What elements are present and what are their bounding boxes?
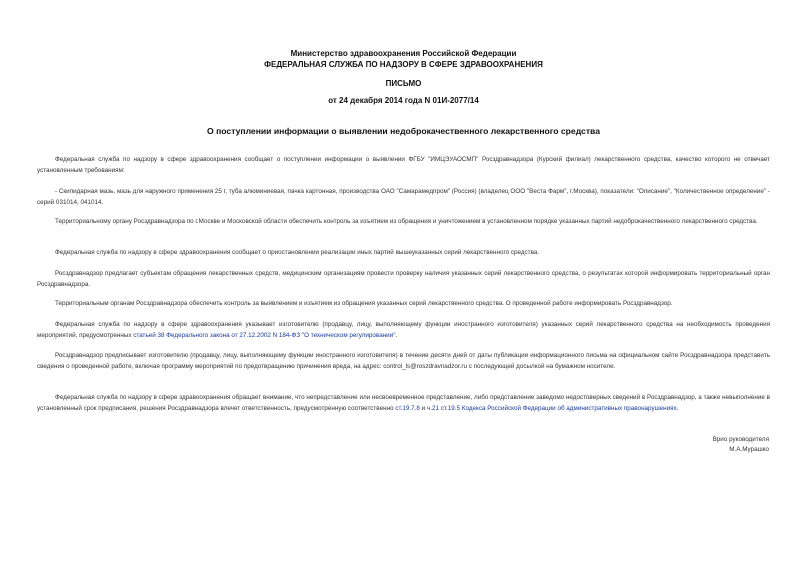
paragraph-4: Федеральная служба по надзору в сфере здравоохранения сообщает о приостановлении реализации иных партий вышеуказанных серий лекарственного средства. <box>55 249 540 256</box>
doc-date: от 24 декабря 2014 года N 01И-2077/14 <box>328 96 479 105</box>
paragraph-1: Федеральная служба по надзору в сфере здравоохранения сообщает о поступлении информации о выявлении ФГБУ "ИМЦЭУАОСМП" Росздравнадзора (Курский филиал) лекарственного средства, качество которого не отвечает установленным требованиям: <box>37 156 770 174</box>
paragraph-9: Федеральная служба по надзору в сфере здравоохранения обращает внимание, что непредставление или несвоевременное представление, либо представление заведомо недостоверных сведений в Росздравнадзор, а также невыполнение в установленный срок предписания, решения Росздравнадзора влечет ответственность, предусмотренную соответственно ст.19.7.8 и ч.21 ст.19.5 Кодекса Российской Федерации об административных правонарушениях. <box>37 394 770 412</box>
article-link-19-7-8[interactable]: ст.19.7.8 <box>395 404 420 412</box>
paragraph-5: Росздравнадзор предлагает субъектам обращения лекарственных средств, медицинским организациям провести проверку наличия указанных серий лекарственного средства, о результатах которой информировать территориальный орган Росздравнадзора. <box>37 270 770 288</box>
paragraph-6: Территориальным органам Росздравнадзора обеспечить контроль за выявлением и изъятием из обращения указанных серий лекарственного средства. О проведенной работе информировать Росздравнадзор. <box>55 300 673 307</box>
law-link[interactable]: статьей 38 Федерального закона от 27.12.2002 N 184-ФЗ "О техническом регулировании" <box>133 331 396 339</box>
paragraph-8: Росздравнадзор предписывает изготовителю (продавцу, лицу, выполняющему функции иностранного изготовителя) в течение десяти дней от даты публикации информационного письма на официальном сайте Росздравнадзора представить сведения о проведенной работе, включая программу мероприятий по предотвращению причинения вреда, на адрес: control_ls@roszdravnadzor.ru с последующей досылкой на бумажном носителе. <box>37 352 770 370</box>
service-heading: ФЕДЕРАЛЬНАЯ СЛУЖБА ПО НАДЗОРУ В СФЕРЕ ЗДРАВООХРАНЕНИЯ <box>264 60 543 69</box>
signature-position: Врио руководителя <box>712 436 769 443</box>
document-title: О поступлении информации о выявлении недоброкачественного лекарственного средства <box>207 126 600 136</box>
ministry-heading: Министерство здравоохранения Российской Федерации <box>290 49 517 58</box>
code-link[interactable]: Кодекса Российской Федерации об административных правонарушениях <box>461 404 677 412</box>
doc-type: ПИСЬМО <box>385 79 422 88</box>
article-link-19-5[interactable]: ч.21 ст.19.5 <box>426 404 461 412</box>
paragraph-2: - Скипидарная мазь, мазь для наружного применения 25 г, туба алюминиевая, пачка картонная, производства ОАО "Самарамедпром" (Россия) (владелец ООО "Веста Фарм", г.Москва), показатели: "Описание", "Количественное определение" - серий 031014, 041014. <box>37 188 770 206</box>
paragraph-3: Территориальному органу Росздравнадзора по г.Москве и Московской области обеспечить контроль за изъятием из обращения и уничтожением в установленном порядке указанных партий недоброкачественного лекарственного средства. <box>55 218 758 225</box>
paragraph-7: Федеральная служба по надзору в сфере здравоохранения указывает изготовителю (продавцу, лицу, выполняющему функции иностранного изготовителя) указанных серий лекарственного средства на необходимость проведения мероприятий, предусмотренных статьей 38 Федерального закона от 27.12.2002 N 184-ФЗ "О техническом регулировании". <box>37 321 770 339</box>
signature-name: М.А.Мурашко <box>729 446 769 453</box>
